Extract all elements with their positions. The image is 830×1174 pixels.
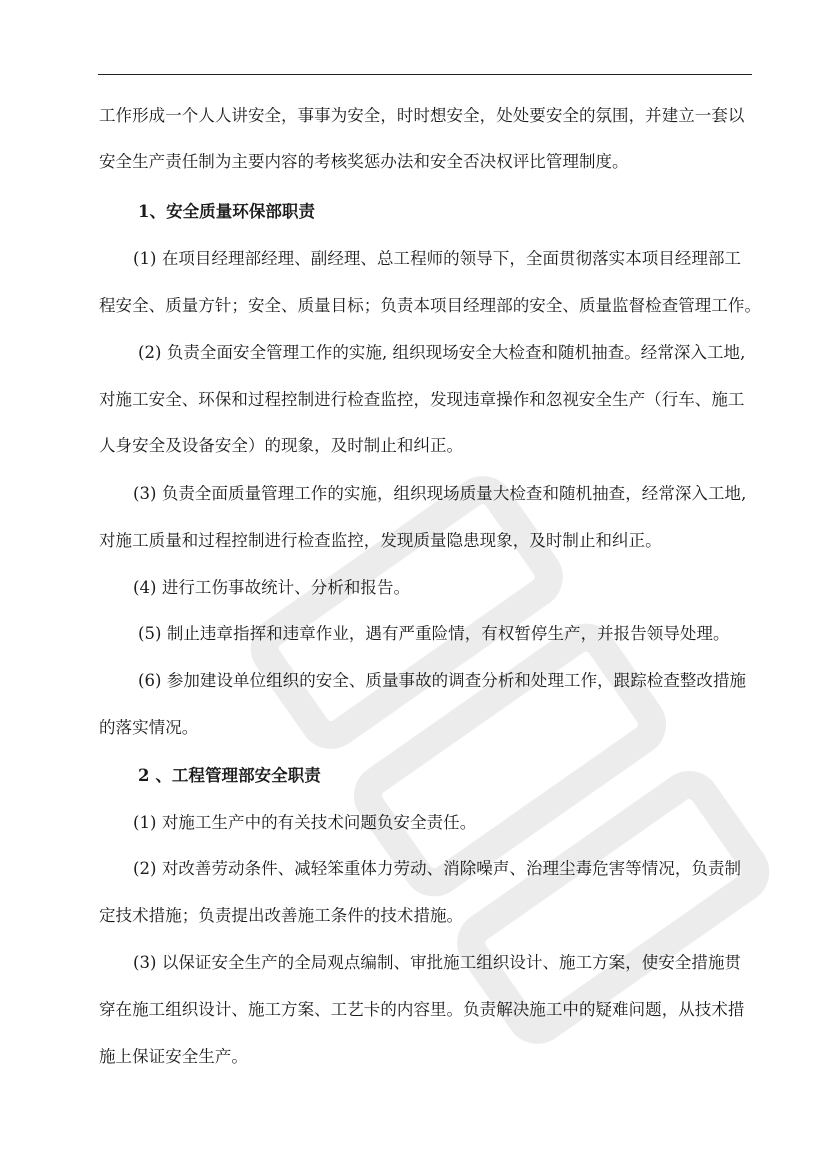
paragraph-line: 安全生产责任制为主要内容的考核奖惩办法和安全否决权评比管理制度。 [99,152,629,171]
paragraph-line: 穿在施工组织设计、施工方案、工艺卡的内容里。负责解决施工中的疑难问题，从技术措 [99,1000,745,1019]
paragraph-line: 定技术措施；负责提出改善施工条件的技术措施。 [99,906,464,925]
paragraph-line: (1) 对施工生产中的有关技术问题负安全责任。 [133,813,477,832]
paragraph-line: (4) 进行工伤事故统计、分析和报告。 [133,578,411,597]
paragraph-line: (6) 参加建设单位组织的安全、质量事故的调查分析和处理工作，跟踪检查整改措施 [138,671,747,690]
paragraph-line: (3) 以保证安全生产的全局观点编制、审批施工组织设计、施工方案，使安全措施贯 [133,953,742,972]
paragraph-line: (2) 对改善劳动条件、减轻笨重体力劳动、消除噪声、治理尘毒危害等情况，负责制 [133,859,742,878]
section-heading-2: 2 、工程管理部安全职责 [138,766,321,785]
paragraph-line: 人身安全及设备安全）的现象，及时制止和纠正。 [99,436,464,455]
paragraph-line: 对施工质量和过程控制进行检查监控，发现质量隐患现象，及时制止和纠正。 [99,531,662,550]
paragraph-line: (2) 负责全面安全管理工作的实施, 组织现场安全大检查和随机抽查。经常深入工地, [138,343,746,362]
section-heading-1: 1、安全质量环保部职责 [138,202,316,221]
paragraph-line: 工作形成一个人人讲安全，事事为安全，时时想安全，处处要安全的氛围，并建立一套以 [99,106,745,125]
paragraph-line: (1) 在项目经理部经理、副经理、总工程师的领导下，全面贯彻落实本项目经理部工 [133,249,742,268]
paragraph-line: 程安全、质量方针；安全、质量目标；负责本项目经理部的安全、质量监督检查管理工作。 [99,296,761,315]
paragraph-line: 对施工安全、环保和过程控制进行检查监控，发现违章操作和忽视安全生产（行车、施工 [99,390,745,409]
paragraph-line: 的落实情况。 [99,718,199,737]
header-rule [98,74,752,75]
paragraph-line: 施上保证安全生产。 [99,1047,248,1066]
paragraph-line: (3) 负责全面质量管理工作的实施，组织现场质量大检查和随机抽查，经常深入工地, [133,484,747,503]
paragraph-line: (5) 制止违章指挥和违章作业，遇有严重险情，有权暂停生产，并报告领导处理。 [138,624,730,643]
